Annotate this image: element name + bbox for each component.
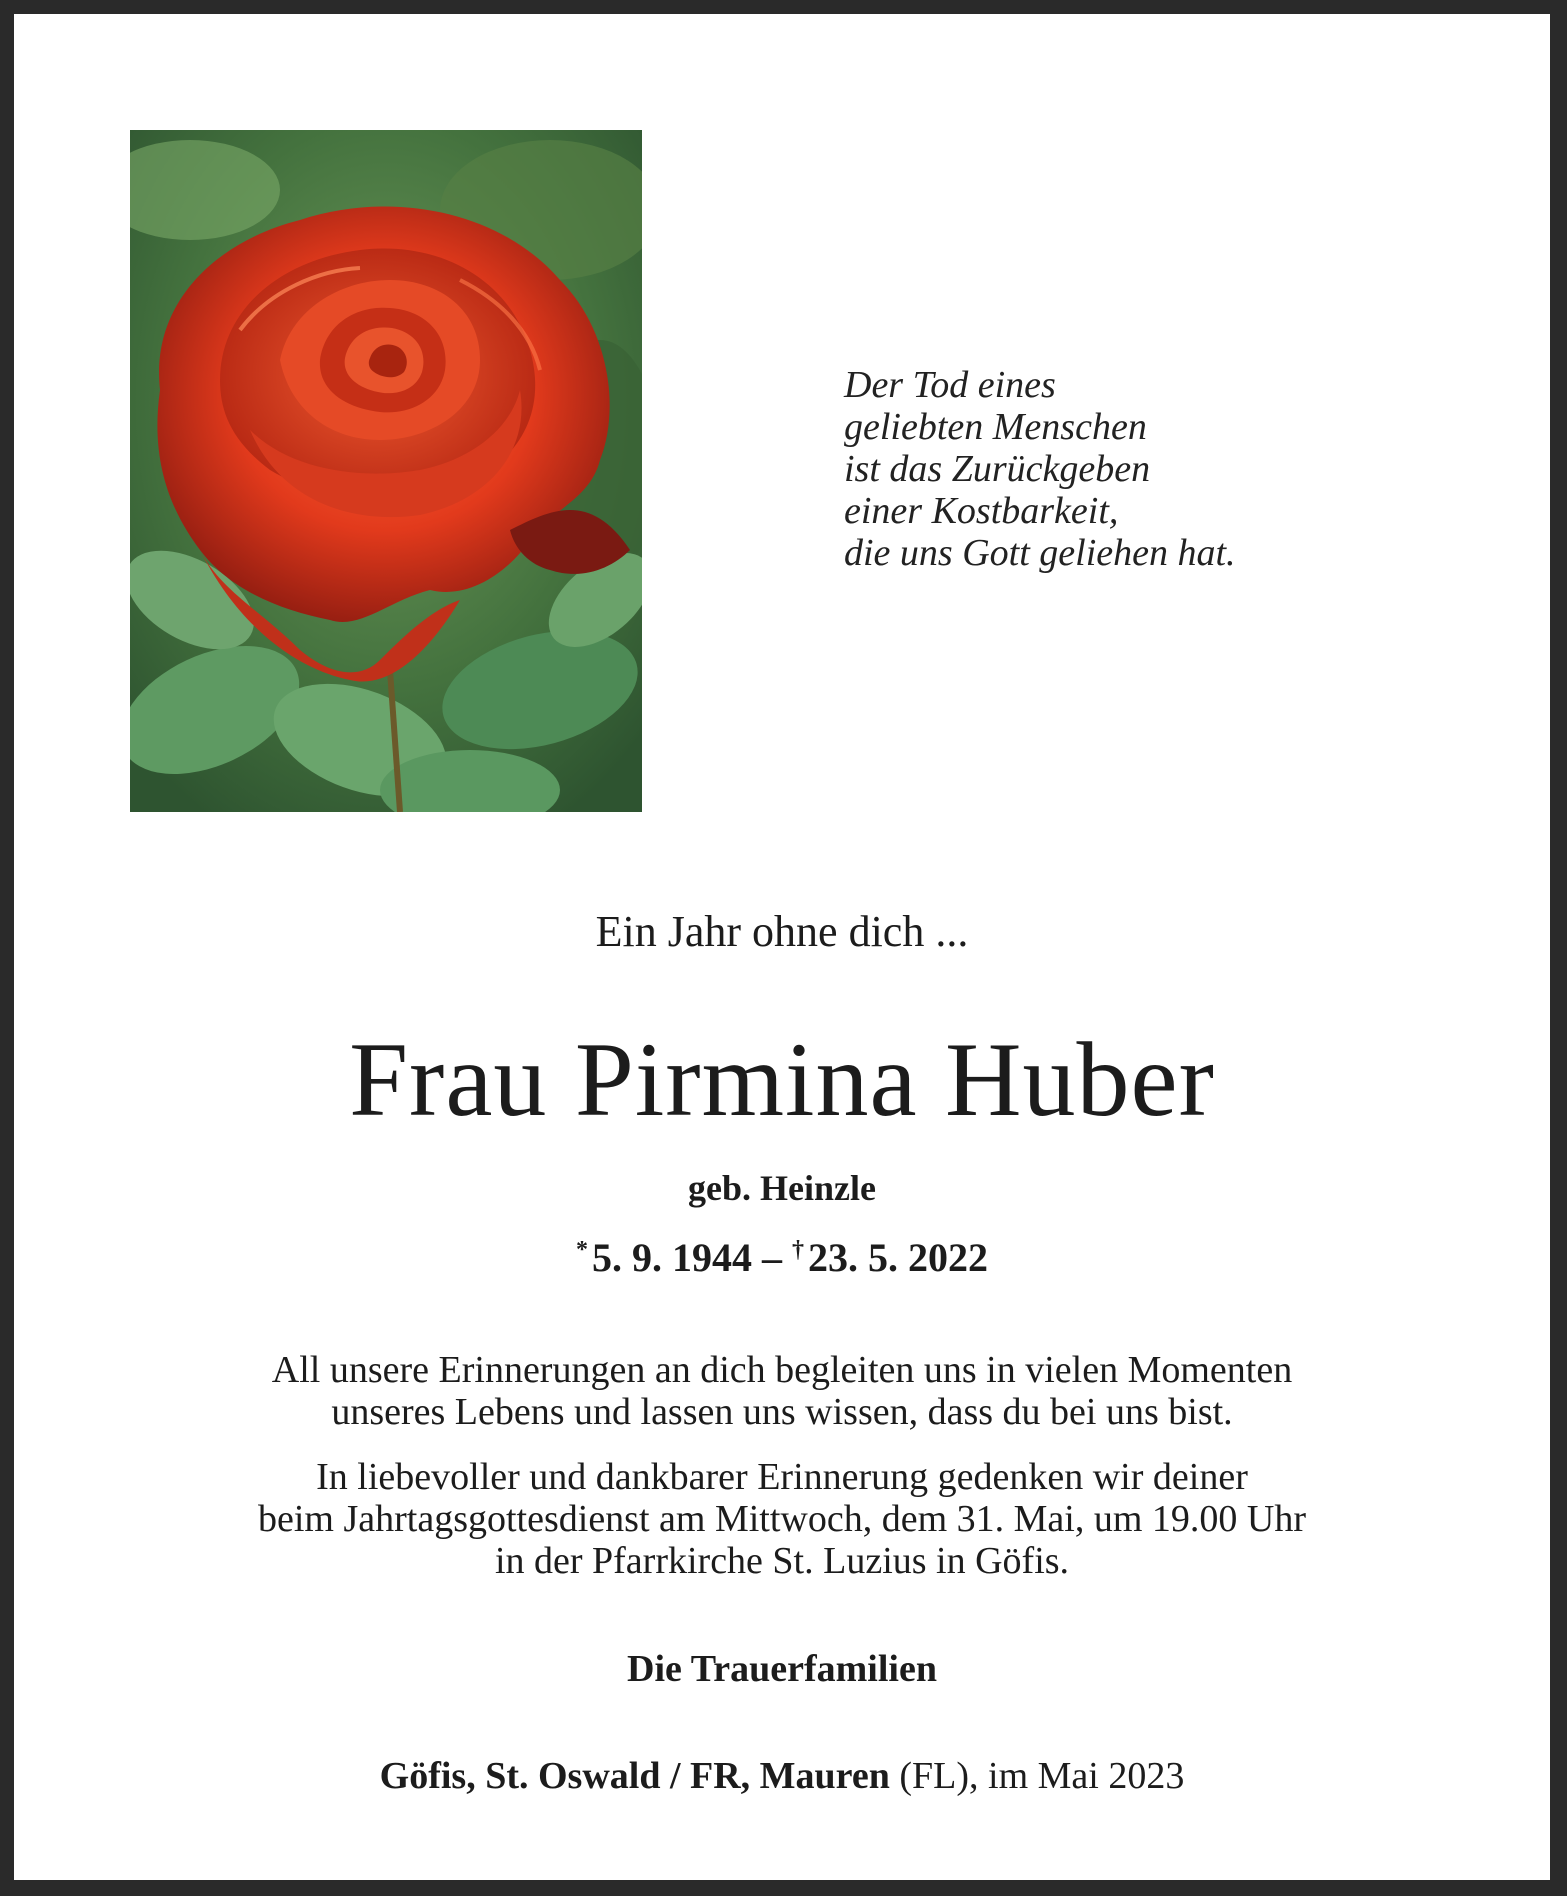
birth-symbol: * (576, 1237, 588, 1263)
place-and-date (14, 1754, 1550, 1798)
life-dates (14, 1234, 1550, 1281)
quote-line: ist das Zurückgeben (844, 448, 1151, 490)
memorial-quote (844, 364, 1444, 574)
quote-line: einer Kostbarkeit, (844, 490, 1119, 532)
quote-line: die uns Gott geliehen hat. (844, 532, 1236, 574)
rose-photo (130, 130, 642, 812)
mourning-family: Die Trauerfamilien (627, 1648, 937, 1690)
place-names: Göfis, St. Oswald / FR, Mauren (379, 1755, 890, 1797)
intro-text: Ein Jahr ohne dich ... (595, 907, 969, 956)
paragraph-line: in der Pfarrkirche St. Luzius in Göfis. (494, 1540, 1070, 1582)
paragraph-line: All unsere Erinnerungen an dich begleiten uns in vielen Momenten (271, 1349, 1293, 1391)
paragraph-line: unseres Lebens und lassen uns wissen, dass du bei uns bist. (331, 1391, 1233, 1433)
quote-line: Der Tod eines (844, 364, 1056, 406)
deceased-name: Frau Pirmina Huber (349, 1021, 1215, 1138)
paragraph-line: beim Jahrtagsgottesdienst am Mittwoch, dem 31. Mai, um 19.00 Uhr (257, 1498, 1307, 1540)
birth-date: 5. 9. 1944 (592, 1235, 752, 1280)
paragraph-line: In liebevoller und dankbarer Erinnerung gedenken wir deiner (316, 1456, 1248, 1498)
death-date: 23. 5. 2022 (808, 1235, 988, 1280)
quote-line: geliebten Menschen (844, 406, 1147, 448)
place-date: (FL), im Mai 2023 (889, 1755, 1185, 1797)
service-paragraph (14, 1456, 1550, 1582)
obituary-page (14, 14, 1550, 1880)
death-symbol: † (792, 1237, 804, 1263)
rose-image (130, 130, 642, 812)
date-separator: – (752, 1235, 792, 1280)
birth-name: geb. Heinzle (688, 1168, 876, 1208)
memory-paragraph (14, 1349, 1550, 1433)
